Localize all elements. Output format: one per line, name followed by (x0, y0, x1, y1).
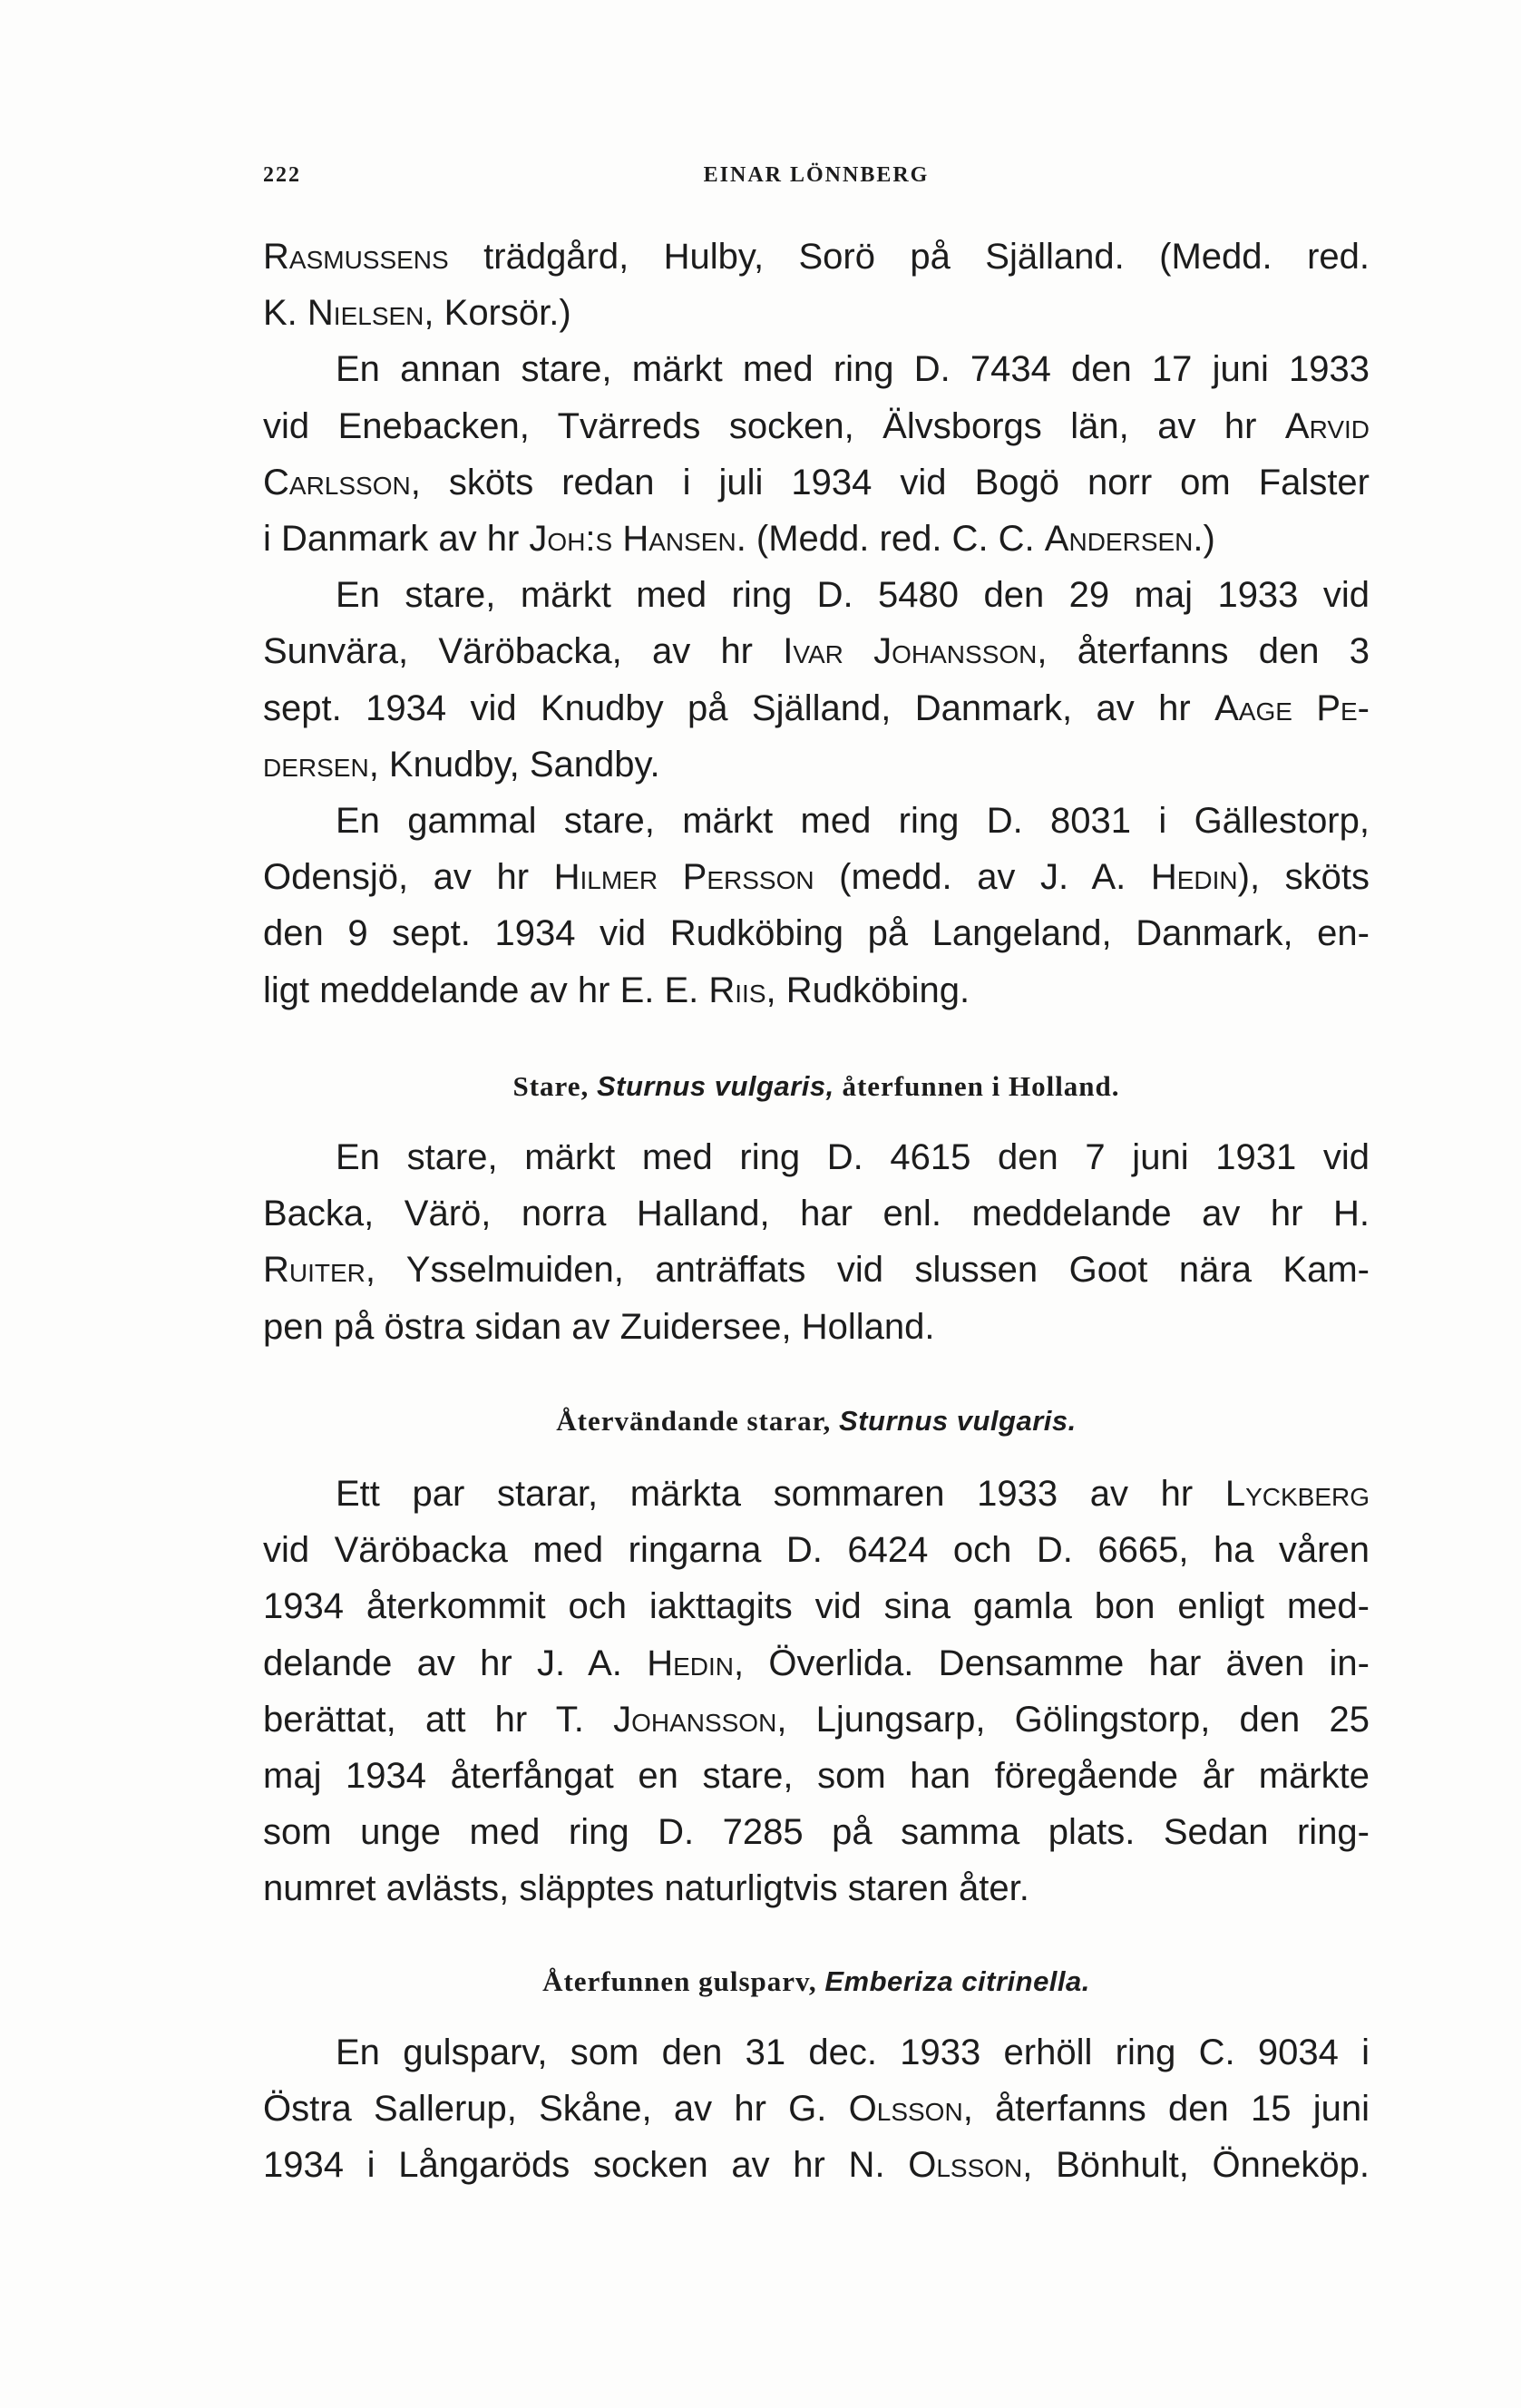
person-name: dersen (263, 744, 369, 785)
paragraph (263, 229, 1370, 341)
person-name: Aage Pe- (1214, 687, 1370, 728)
person-name: Hedin (1150, 857, 1238, 898)
text-line: maj 1934 återfångat en stare, som han föregående år märkte (263, 1756, 1370, 1797)
text-line: En stare, märkt med ring D. 4615 den 7 juni 1931 vid (336, 1137, 1370, 1178)
text-line: Backa, Värö, norra Halland, har enl. meddelande av hr H. (263, 1194, 1370, 1234)
person-name: Andersen (1044, 519, 1194, 560)
text-line: Carlsson, sköts redan i juli 1934 vid Bogö norr om Falster (263, 462, 1370, 502)
text-line: En gulsparv, som den 31 dec. 1933 erhöll ring C. 9034 i (336, 2032, 1370, 2072)
text-line: 1934 i Långaröds socken av hr N. Olsson, Bönhult, Önneköp. (263, 2145, 1370, 2186)
page-number: 222 (263, 163, 301, 187)
paragraph (263, 1129, 1370, 1355)
person-name: Nielsen (307, 293, 424, 334)
paragraph (263, 2024, 1370, 2194)
text-line: En gammal stare, märkt med ring D. 8031 i Gällestorp, (336, 801, 1370, 842)
body-text (263, 229, 1370, 2194)
person-name: Riis (708, 970, 766, 1010)
person-name: Johansson (613, 1699, 777, 1740)
text-line: Östra Sallerup, Skåne, av hr G. Olsson, återfanns den 15 juni (263, 2089, 1370, 2130)
species-name: Sturnus vulgaris, (596, 1069, 834, 1102)
paragraph (263, 341, 1370, 567)
text-line: ligt meddelande av hr E. E. Riis, Rudköbing. (263, 970, 970, 1010)
text-line: delande av hr J. A. Hedin, Överlida. Densamme har även in- (263, 1643, 1370, 1683)
text-line: vid Enebacken, Tvärreds socken, Älvsborgs län, av hr Arvid (263, 405, 1370, 446)
person-name: Olsson (848, 2089, 963, 2130)
text-line: vid Väröbacka med ringarna D. 6424 och D. 6665, ha våren (263, 1530, 1370, 1571)
text-line: som unge med ring D. 7285 på samma plats. Sedan ring- (263, 1812, 1370, 1853)
text-line: Odensjö, av hr Hilmer Persson (medd. av J. A. Hedin), sköts (263, 857, 1370, 898)
person-name: Lyckberg (1224, 1474, 1370, 1515)
text-line: Rasmussens trädgård, Hulby, Sorö på Själland. (Medd. red. (263, 237, 1370, 277)
text-line: dersen, Knudby, Sandby. (263, 744, 660, 785)
section-heading: Återvändande starar, Sturnus vulgaris. (556, 1404, 1077, 1437)
person-name: Ruiter (263, 1250, 366, 1291)
text-line: K. Nielsen, Korsör.) (263, 293, 571, 334)
person-name: Hilmer Persson (553, 857, 814, 898)
text-line: Sunvära, Väröbacka, av hr Ivar Johansson, återfanns den 3 (263, 631, 1370, 672)
person-name: Rasmussens (263, 237, 449, 277)
species-name: Emberiza citrinella. (824, 1964, 1090, 1997)
person-name: Joh:s Hansen (529, 519, 736, 560)
section-heading: Stare, Sturnus vulgaris, återfunnen i Holland. (512, 1069, 1120, 1102)
text-line: pen på östra sidan av Zuidersee, Holland. (263, 1306, 935, 1347)
text-line: Ett par starar, märkta sommaren 1933 av hr Lyckberg (336, 1474, 1370, 1515)
text-line: sept. 1934 vid Knudby på Själland, Danmark, av hr Aage Pe- (263, 687, 1370, 728)
person-name: Hedin (647, 1643, 734, 1683)
running-head (263, 163, 1370, 200)
person-name: Carlsson (263, 462, 411, 502)
text-line: Ruiter, Ysselmuiden, anträffats vid slussen Goot nära Kam- (263, 1250, 1370, 1291)
text-line: 1934 återkommit och iakttagits vid sina gamla bon enligt med- (263, 1586, 1370, 1627)
paragraph (263, 1466, 1370, 1917)
running-title: EINAR LÖNNBERG (703, 163, 930, 187)
person-name: Ivar Johansson (783, 631, 1038, 672)
paragraph (263, 567, 1370, 793)
species-name: Sturnus vulgaris. (839, 1404, 1077, 1437)
text-line: En annan stare, märkt med ring D. 7434 den 17 juni 1933 (336, 349, 1370, 390)
text-line: berättat, att hr T. Johansson, Ljungsarp, Gölingstorp, den 25 (263, 1699, 1370, 1740)
paragraph (263, 793, 1370, 1019)
person-name: Arvid (1284, 405, 1370, 446)
person-name: Olsson (908, 2145, 1023, 2186)
text-line: den 9 sept. 1934 vid Rudköbing på Langeland, Danmark, en- (263, 913, 1370, 954)
section-heading: Återfunnen gulsparv, Emberiza citrinella. (542, 1964, 1090, 1997)
text-line: i Danmark av hr Joh:s Hansen. (Medd. red. C. C. Andersen.) (263, 519, 1215, 560)
text-line: numret avlästs, släpptes naturligtvis staren åter. (263, 1868, 1029, 1909)
text-line: En stare, märkt med ring D. 5480 den 29 maj 1933 vid (336, 575, 1370, 616)
